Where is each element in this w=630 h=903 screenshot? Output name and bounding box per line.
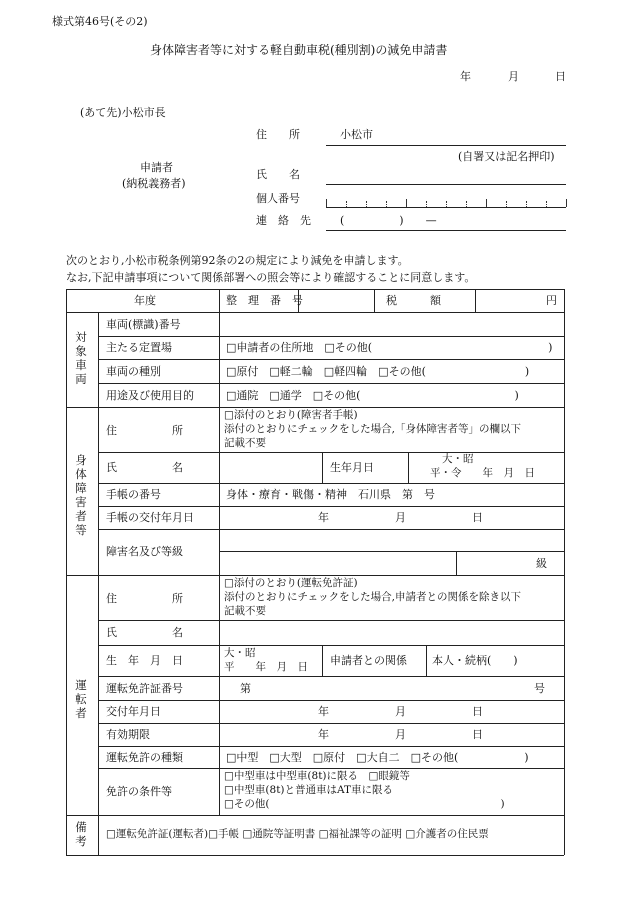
underline <box>326 184 566 185</box>
disabled-era-2: 平・令 年 月 日 <box>430 467 535 479</box>
grade-suffix: 級 <box>536 557 547 570</box>
applicant-address-value[interactable]: 小松市 <box>340 128 373 141</box>
license-number-label: 運転免許証番号 <box>106 682 183 695</box>
signature-note: (自署又は記名押印) <box>458 150 555 163</box>
applicant-sublabel: (納税義務者) <box>122 177 186 190</box>
mynumber-digit-divider <box>486 199 487 207</box>
purpose-label: 用途及び使用目的 <box>106 389 194 402</box>
driver-era-2: 平 年 月 日 <box>224 661 308 673</box>
license-cond-line3[interactable]: □その他( ) <box>224 798 505 810</box>
driver-era-1: 大・昭 <box>224 647 256 659</box>
date-day: 日 <box>555 70 566 83</box>
mynumber-digit-divider <box>326 199 327 207</box>
plate-label: 車両(標識)番号 <box>106 318 181 331</box>
booklet-issue-value: 年 月 日 <box>318 511 483 524</box>
disabled-address-line2: 添付のとおりにチェックをした場合,「身体障害者等」の欄以下 <box>224 423 522 435</box>
year-label: 年度 <box>134 294 156 307</box>
booklet-issue-label: 手帳の交付年月日 <box>106 511 194 524</box>
mynumber-digit-divider <box>386 201 387 207</box>
disabled-address-line3: 記載不要 <box>224 437 266 449</box>
statement-2: なお,下記申請事項について関係部署への照会等により確認することに同意します。 <box>66 271 476 284</box>
form-title: 身体障害者等に対する軽自動車税(種別割)の減免申請書 <box>150 43 448 57</box>
relation-value[interactable]: 本人・続柄( ) <box>432 654 518 667</box>
driver-address-line2: 添付のとおりにチェックをした場合,申請者との関係を除き以下 <box>224 591 522 603</box>
contact-value[interactable]: ( ) — <box>340 214 437 227</box>
driver-name-label: 氏 名 <box>106 626 183 639</box>
ref-number-label: 整 理 番 号 <box>226 294 303 307</box>
underline <box>326 230 566 231</box>
statement-1: 次のとおり,小松市税条例第92条の2の規定により減免を申請します。 <box>66 254 409 267</box>
section-disabled: 身体障害者等 <box>75 453 87 537</box>
booklet-label: 手帳の番号 <box>106 488 161 501</box>
disabled-birth-label: 生年月日 <box>330 461 374 474</box>
license-cond-line1[interactable]: □中型車は中型車(8t)に限る □眼鏡等 <box>224 770 410 782</box>
driver-birth-label: 生 年 月 日 <box>106 654 183 667</box>
disabled-name-label: 氏 名 <box>106 461 183 474</box>
section-driver: 運転者 <box>75 678 87 720</box>
mynumber-digit-divider <box>526 201 527 207</box>
underline <box>326 145 566 146</box>
mynumber-digit-divider <box>466 201 467 207</box>
applicant-label: 申請者 <box>140 161 173 174</box>
license-kind-options[interactable]: □中型 □大型 □原付 □大自二 □その他( ) <box>226 751 529 764</box>
vehicle-type-label: 車両の種別 <box>106 365 161 378</box>
driver-issue-value: 年 月 日 <box>318 705 483 718</box>
license-prefix: 第 <box>240 682 251 695</box>
purpose-options[interactable]: □通院 □通学 □その他( ) <box>226 389 519 402</box>
mynumber-digit-divider <box>346 201 347 207</box>
underline <box>326 207 566 208</box>
applicant-address-label: 住 所 <box>256 128 300 141</box>
mynumber-digit-divider <box>366 201 367 207</box>
license-cond-line2[interactable]: □中型車(8t)と普通車はAT車に限る <box>224 784 394 796</box>
applicant-name-label: 氏 名 <box>256 168 300 181</box>
disabled-era-1: 大・昭 <box>442 453 474 465</box>
license-suffix: 号 <box>534 682 545 695</box>
grade-label: 障害名及び等級 <box>106 545 183 558</box>
disabled-address-line1[interactable]: □添付のとおり(障害者手帳) <box>224 409 358 421</box>
mynumber-label: 個人番号 <box>256 192 300 205</box>
driver-issue-label: 交付年月日 <box>106 705 161 718</box>
vehicle-type-options[interactable]: □原付 □軽二輪 □軽四輪 □その他( ) <box>226 365 530 378</box>
contact-label: 連 絡 先 <box>256 214 311 227</box>
expiry-label: 有効期限 <box>106 728 150 741</box>
license-kind-label: 運転免許の種類 <box>106 751 183 764</box>
remarks-options[interactable]: □運転免許証(運転者)□手帳 □通院等証明書 □福祉課等の証明 □介護者の住民票 <box>106 828 489 840</box>
location-options[interactable]: □申請者の住所地 □その他( ) <box>226 341 553 354</box>
mynumber-digit-divider <box>506 201 507 207</box>
mynumber-digit-divider <box>446 201 447 207</box>
date-month: 月 <box>508 70 519 83</box>
section-remarks: 備考 <box>75 820 87 848</box>
license-cond-label: 免許の条件等 <box>106 785 172 798</box>
expiry-value: 年 月 日 <box>318 728 483 741</box>
mynumber-boxes[interactable] <box>326 199 566 207</box>
disabled-address-label: 住 所 <box>106 424 183 437</box>
booklet-value: 身体・療育・戦傷・精神 石川県 第 号 <box>226 488 435 501</box>
date-year: 年 <box>460 70 471 83</box>
mynumber-digit-divider <box>546 201 547 207</box>
mynumber-digit-divider <box>406 199 407 207</box>
driver-address-label: 住 所 <box>106 592 183 605</box>
driver-address-line1[interactable]: □添付のとおり(運転免許証) <box>224 577 358 589</box>
addressee: (あて先)小松市長 <box>80 106 166 119</box>
relation-label: 申請者との関係 <box>330 654 407 667</box>
location-label: 主たる定置場 <box>106 341 172 354</box>
yen-unit: 円 <box>546 294 557 307</box>
tax-label: 税 額 <box>386 294 441 307</box>
form-number: 様式第46号(その2) <box>52 15 148 28</box>
mynumber-digit-divider <box>426 201 427 207</box>
mynumber-digit-divider <box>566 199 567 207</box>
driver-address-line3: 記載不要 <box>224 605 266 617</box>
section-vehicle: 対象車両 <box>75 330 87 386</box>
